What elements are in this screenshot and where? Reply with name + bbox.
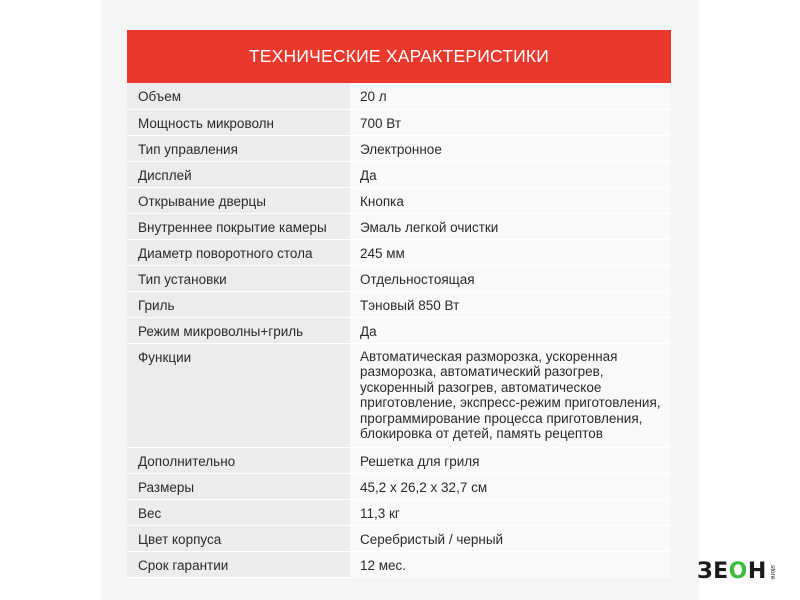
- spec-label: Цвет корпуса: [127, 525, 350, 551]
- spec-label: Гриль: [127, 291, 350, 317]
- logo-wordmark: [697, 561, 767, 583]
- spec-label: Режим микроволны+гриль: [127, 317, 350, 343]
- spec-value: Тэновый 850 Вт: [350, 291, 671, 317]
- spec-label: Размеры: [127, 473, 350, 499]
- spec-value: 45,2 х 26,2 х 32,7 см: [350, 473, 671, 499]
- spec-value-line: ускоренный разогрев, автоматическое: [360, 379, 602, 395]
- spec-value: Кнопка: [350, 187, 671, 213]
- spec-value: 20 л: [350, 83, 671, 109]
- spec-row: [127, 109, 671, 135]
- specs-card: [127, 30, 671, 575]
- spec-label: Внутреннее покрытие камеры: [127, 213, 350, 239]
- spec-label: Диаметр поворотного стола: [127, 239, 350, 265]
- spec-label: Объем: [127, 83, 350, 109]
- spec-value: 700 Вт: [350, 109, 671, 135]
- spec-value: 12 мес.: [350, 551, 671, 577]
- spec-value-line: блокировка от детей, память рецептов: [360, 426, 603, 441]
- logo-text-right: Н: [747, 559, 767, 584]
- spec-row: [127, 291, 671, 317]
- spec-label: Срок гарантии: [127, 551, 350, 577]
- spec-value: Эмаль легкой очистки: [350, 213, 671, 239]
- spec-label: Мощность микроволн: [127, 109, 350, 135]
- spec-row: [127, 525, 671, 551]
- spec-label: Дополнительно: [127, 447, 350, 473]
- spec-row: [127, 499, 671, 525]
- logo-text-accent: О: [728, 559, 748, 584]
- spec-label: Вес: [127, 499, 350, 525]
- spec-label: Функции: [127, 343, 350, 447]
- specs-title: ТЕХНИЧЕСКИЕ ХАРАКТЕРИСТИКИ: [248, 46, 550, 66]
- spec-row: [127, 239, 671, 265]
- spec-row: [127, 317, 671, 343]
- spec-label: Открывание дверцы: [127, 187, 350, 213]
- spec-value-line: приготовление, экспресс-режим приготовления,: [360, 395, 661, 410]
- store-logo: [697, 561, 776, 583]
- specs-header: [127, 30, 671, 83]
- spec-value: 11,3 кг: [350, 499, 671, 525]
- spec-value: Электронное: [350, 135, 671, 161]
- specs-table: [127, 83, 671, 578]
- spec-value: Решетка для гриля: [350, 447, 671, 473]
- spec-row: [127, 473, 671, 499]
- spec-value-line: программирование процесса приготовления,: [360, 410, 643, 426]
- spec-row: [127, 447, 671, 473]
- spec-value: Отдельностоящая: [350, 265, 671, 291]
- spec-value: Да: [350, 161, 671, 187]
- spec-value: Серебристый / черный: [350, 525, 671, 551]
- spec-row: [127, 161, 671, 187]
- spec-row: [127, 343, 671, 447]
- spec-label: Тип установки: [127, 265, 350, 291]
- spec-row: [127, 187, 671, 213]
- spec-row: [127, 265, 671, 291]
- logo-tagline: store: [768, 564, 776, 580]
- spec-value: [350, 343, 671, 447]
- spec-value-line: Автоматическая разморозка, ускоренная: [360, 348, 618, 364]
- spec-row: [127, 551, 671, 577]
- spec-value: 245 мм: [350, 239, 671, 265]
- spec-value-line: разморозка, автоматический разогрев,: [360, 364, 604, 379]
- logo-text-left: ЗЕ: [697, 559, 729, 584]
- spec-row: [127, 213, 671, 239]
- spec-label: Тип управления: [127, 135, 350, 161]
- spec-row: [127, 83, 671, 109]
- spec-value: Да: [350, 317, 671, 343]
- spec-row: [127, 135, 671, 161]
- spec-label: Дисплей: [127, 161, 350, 187]
